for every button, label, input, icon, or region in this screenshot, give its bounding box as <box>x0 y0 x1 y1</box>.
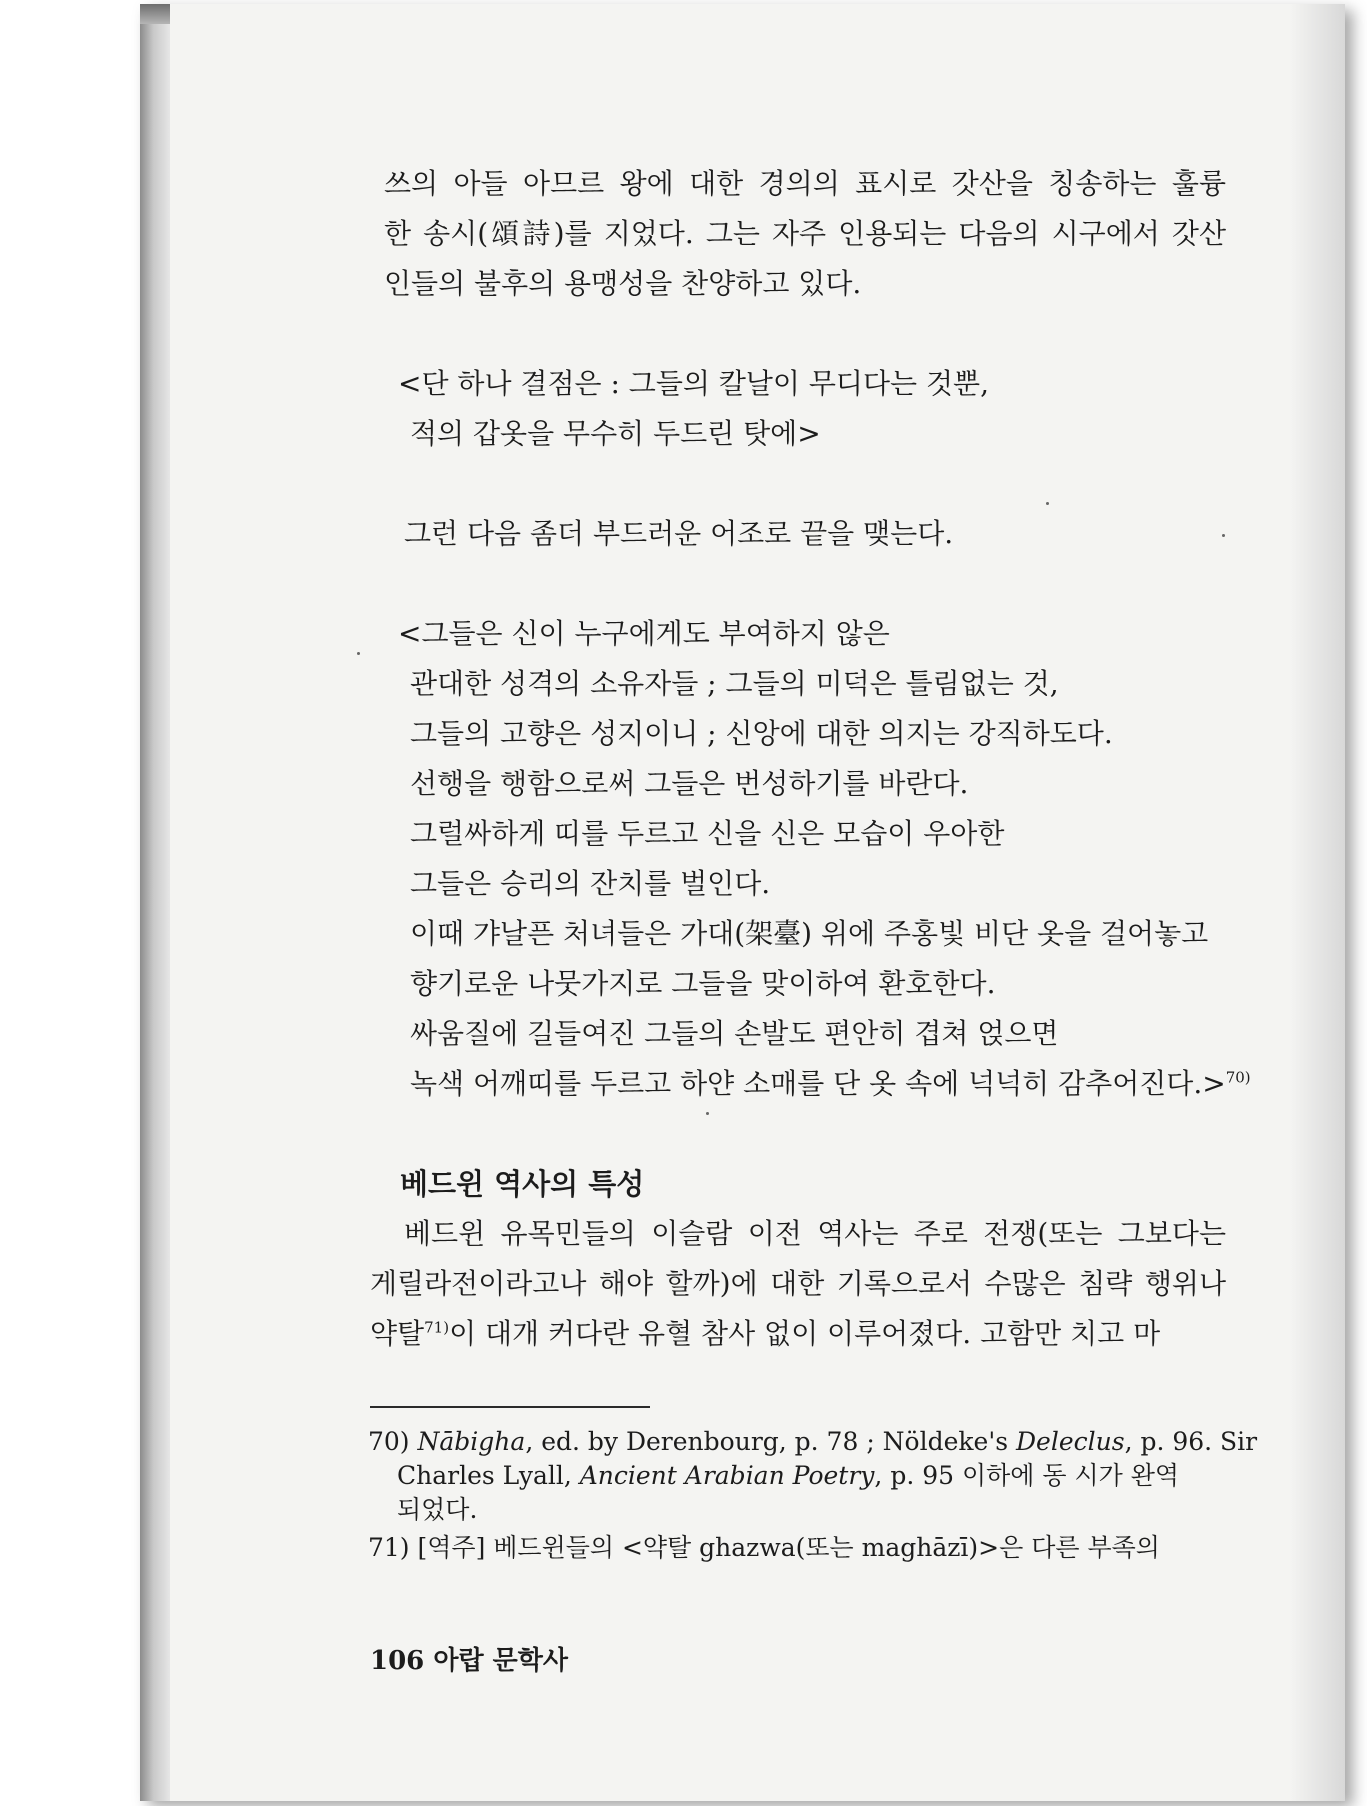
verse-line <box>410 1065 1251 1103</box>
verse-line: <단 하나 결점은 : 그들의 칼날이 무디다는 것뿐, <box>398 367 989 400</box>
verse-line: 그들은 승리의 잔치를 벌인다. <box>410 867 771 900</box>
page-number: 106 아랍 문학사 <box>370 1646 568 1676</box>
footnote-title: Ancient Arabian Poetry <box>579 1461 875 1490</box>
section-line-suffix: 이 대개 커다란 유혈 참사 없이 이루어졌다. 고함만 치고 마 <box>449 1317 1161 1350</box>
section-line: 베드윈 유목민들의 이슬람 이전 역사는 주로 전쟁(또는 그보다는 <box>404 1217 1226 1250</box>
footnote-70-cont <box>397 1459 1226 1493</box>
footnote-text: Charles Lyall, <box>397 1461 580 1490</box>
section-line: 게릴라전이라고나 해야 할까)에 대한 기록으로서 수많은 침략 행위나 <box>370 1267 1226 1300</box>
footnote-text: , ed. by Derenbourg, p. 78 ; Nöldeke's <box>525 1427 1016 1456</box>
speck <box>1046 502 1049 505</box>
footnote-ref-71[interactable]: 71) <box>424 1318 450 1337</box>
verse-line: <그들은 신이 누구에게도 부여하지 않은 <box>398 617 890 650</box>
verse-line: 적의 갑옷을 무수히 두드린 탓에> <box>410 417 821 450</box>
speck <box>706 1112 709 1115</box>
section-heading: 베드윈 역사의 특성 <box>400 1167 645 1201</box>
verse-line: 그럴싸하게 띠를 두르고 신을 신은 모습이 우아한 <box>410 817 1005 850</box>
verse-line-text: 녹색 어깨띠를 두르고 하얀 소매를 단 옷 속에 넉넉히 감추어진다.> <box>410 1067 1226 1100</box>
footnote-title: Deleclus <box>1016 1427 1125 1456</box>
verse-line: 향기로운 나뭇가지로 그들을 맞이하여 환호한다. <box>410 967 996 1000</box>
body-line: 한 송시(頌詩)를 지었다. 그는 자주 인용되는 다음의 시구에서 갓산 <box>384 217 1226 250</box>
body-line: 쓰의 아들 아므르 왕에 대한 경의의 표시로 갓산을 칭송하는 훌륭 <box>384 167 1226 200</box>
transition-line: 그런 다음 좀더 부드러운 어조로 끝을 맺는다. <box>404 517 954 550</box>
footnote-number: 70) <box>368 1427 418 1456</box>
verse-line: 싸움질에 길들여진 그들의 손발도 편안히 겹쳐 얹으면 <box>410 1017 1059 1050</box>
body-line: 인들의 불후의 용맹성을 찬양하고 있다. <box>384 267 862 300</box>
footnote-ref-70[interactable]: 70) <box>1225 1068 1251 1087</box>
verse-line: 이때 갸날픈 처녀들은 가대(架臺) 위에 주홍빛 비단 옷을 걸어놓고 <box>410 917 1209 950</box>
footnote-70 <box>368 1425 1258 1459</box>
verse-line: 관대한 성격의 소유자들 ; 그들의 미덕은 틀림없는 것, <box>410 667 1059 700</box>
footnote-71: 71) [역주] 베드윈들의 <약탈 ghazwa(또는 maghāzī)>은 다른 부족의 <box>368 1533 1160 1562</box>
speck <box>357 652 360 655</box>
footnote-divider <box>370 1406 650 1408</box>
footnote-text: , p. 95 이하에 동 시가 완역 <box>874 1461 1180 1490</box>
section-line-prefix: 약탈 <box>370 1317 425 1350</box>
footnote-70-cont: 되었다. <box>397 1495 478 1524</box>
section-line <box>370 1315 1226 1353</box>
speck <box>1222 534 1225 537</box>
footnote-title: Nābigha <box>417 1427 526 1456</box>
verse-line: 선행을 행함으로써 그들은 번성하기를 바란다. <box>410 767 969 800</box>
footnote-text: , p. 96. Sir <box>1124 1427 1258 1456</box>
verse-line: 그들의 고향은 성지이니 ; 신앙에 대한 의지는 강직하도다. <box>410 717 1113 750</box>
